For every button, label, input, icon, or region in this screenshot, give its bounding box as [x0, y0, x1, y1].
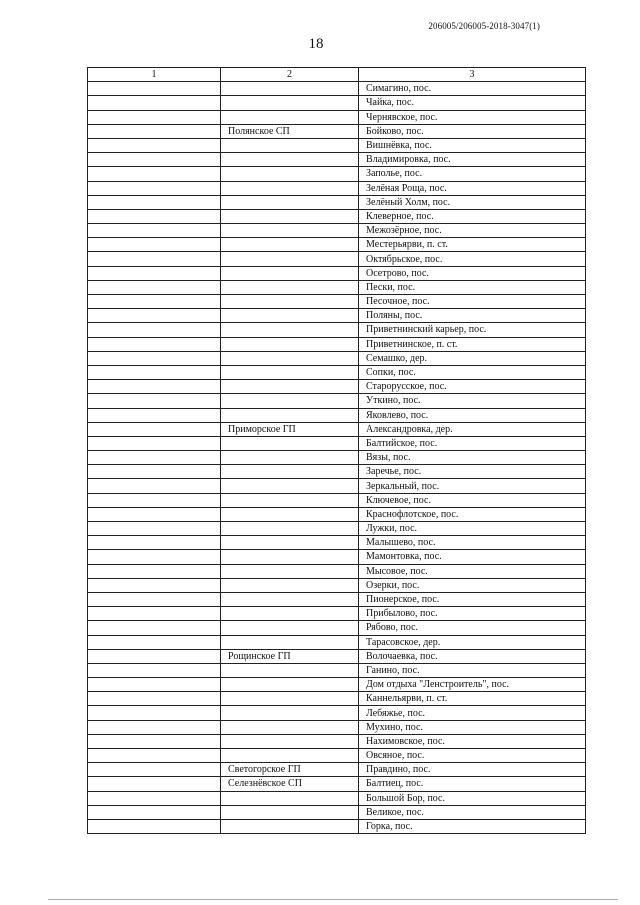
- municipality-cell: [221, 607, 359, 621]
- row-number-cell: [88, 380, 221, 394]
- table-row: [88, 621, 586, 635]
- municipality-cell: [221, 522, 359, 536]
- table-row: [88, 805, 586, 819]
- table-row: [88, 408, 586, 422]
- settlement-cell: Озерки, пос.: [359, 578, 586, 592]
- row-number-cell: [88, 507, 221, 521]
- row-number-cell: [88, 465, 221, 479]
- settlement-cell: Мысовое, пос.: [359, 564, 586, 578]
- row-number-cell: [88, 564, 221, 578]
- settlement-cell: Вишнёвка, пос.: [359, 138, 586, 152]
- municipality-cell: [221, 479, 359, 493]
- table-row: [88, 663, 586, 677]
- settlement-cell: Местерьярви, п. ст.: [359, 238, 586, 252]
- municipality-cell: [221, 621, 359, 635]
- row-number-cell: [88, 138, 221, 152]
- municipality-cell: [221, 167, 359, 181]
- municipality-cell: [221, 266, 359, 280]
- municipality-cell: [221, 720, 359, 734]
- row-number-cell: [88, 819, 221, 833]
- table-row: [88, 380, 586, 394]
- municipality-cell: [221, 749, 359, 763]
- column-header: 1: [88, 68, 221, 82]
- settlement-cell: Чайка, пос.: [359, 96, 586, 110]
- municipality-cell: [221, 309, 359, 323]
- table-row: [88, 181, 586, 195]
- table-row: [88, 124, 586, 138]
- row-number-cell: [88, 678, 221, 692]
- row-number-cell: [88, 436, 221, 450]
- municipality-cell: [221, 138, 359, 152]
- table-row: [88, 394, 586, 408]
- municipality-cell: [221, 110, 359, 124]
- settlement-cell: Краснофлотское, пос.: [359, 507, 586, 521]
- row-number-cell: [88, 124, 221, 138]
- settlement-cell: Великое, пос.: [359, 805, 586, 819]
- table-row: [88, 365, 586, 379]
- table-row: [88, 791, 586, 805]
- municipality-cell: [221, 578, 359, 592]
- settlement-cell: Межозёрное, пос.: [359, 224, 586, 238]
- municipality-cell: [221, 408, 359, 422]
- row-number-cell: [88, 493, 221, 507]
- settlement-cell: Большой Бор, пос.: [359, 791, 586, 805]
- table-row: [88, 479, 586, 493]
- table-row: [88, 720, 586, 734]
- row-number-cell: [88, 706, 221, 720]
- table-row: [88, 337, 586, 351]
- table-row: [88, 649, 586, 663]
- row-number-cell: [88, 791, 221, 805]
- table-row: [88, 110, 586, 124]
- settlement-cell: Мухино, пос.: [359, 720, 586, 734]
- settlement-cell: Мамонтовка, пос.: [359, 550, 586, 564]
- settlement-cell: Осетрово, пос.: [359, 266, 586, 280]
- table-row: [88, 167, 586, 181]
- settlement-cell: Тарасовское, дер.: [359, 635, 586, 649]
- row-number-cell: [88, 692, 221, 706]
- row-number-cell: [88, 578, 221, 592]
- row-number-cell: [88, 110, 221, 124]
- page-bottom-rule: [48, 899, 618, 900]
- row-number-cell: [88, 224, 221, 238]
- settlement-cell: Владимировка, пос.: [359, 153, 586, 167]
- row-number-cell: [88, 763, 221, 777]
- municipality-cell: [221, 82, 359, 96]
- settlement-cell: Прибылово, пос.: [359, 607, 586, 621]
- row-number-cell: [88, 153, 221, 167]
- settlement-cell: Клеверное, пос.: [359, 209, 586, 223]
- municipality-cell: [221, 238, 359, 252]
- table-body: [88, 82, 586, 834]
- settlement-cell: Зелёный Холм, пос.: [359, 195, 586, 209]
- document-id: 206005/206005-2018-3047(1): [428, 21, 540, 31]
- table-row: [88, 436, 586, 450]
- row-number-cell: [88, 394, 221, 408]
- table-row: [88, 749, 586, 763]
- row-number-cell: [88, 266, 221, 280]
- municipality-cell: [221, 181, 359, 195]
- row-number-cell: [88, 749, 221, 763]
- municipality-cell: [221, 323, 359, 337]
- row-number-cell: [88, 167, 221, 181]
- settlement-cell: Чернявское, пос.: [359, 110, 586, 124]
- table-row: [88, 82, 586, 96]
- row-number-cell: [88, 536, 221, 550]
- settlement-cell: Каннельярви, п. ст.: [359, 692, 586, 706]
- table-row: [88, 592, 586, 606]
- table-row: [88, 195, 586, 209]
- settlement-cell: Ключевое, пос.: [359, 493, 586, 507]
- municipality-cell: [221, 252, 359, 266]
- municipality-cell: [221, 692, 359, 706]
- table-row: [88, 578, 586, 592]
- settlement-cell: Заполье, пос.: [359, 167, 586, 181]
- municipality-cell: [221, 195, 359, 209]
- row-number-cell: [88, 96, 221, 110]
- settlement-cell: Лебяжье, пос.: [359, 706, 586, 720]
- settlement-cell: Приветнинский карьер, пос.: [359, 323, 586, 337]
- row-number-cell: [88, 479, 221, 493]
- table-row: [88, 607, 586, 621]
- row-number-cell: [88, 351, 221, 365]
- settlement-cell: Рябово, пос.: [359, 621, 586, 635]
- table-row: [88, 422, 586, 436]
- row-number-cell: [88, 323, 221, 337]
- municipality-cell: [221, 663, 359, 677]
- settlement-cell: Нахимовское, пос.: [359, 734, 586, 748]
- row-number-cell: [88, 777, 221, 791]
- row-number-cell: [88, 522, 221, 536]
- settlement-cell: Александровка, дер.: [359, 422, 586, 436]
- municipality-cell: [221, 365, 359, 379]
- municipality-cell: [221, 564, 359, 578]
- municipality-cell: [221, 493, 359, 507]
- table-row: [88, 280, 586, 294]
- row-number-cell: [88, 181, 221, 195]
- row-number-cell: [88, 280, 221, 294]
- municipality-cell: [221, 819, 359, 833]
- table-row: [88, 564, 586, 578]
- row-number-cell: [88, 209, 221, 223]
- municipality-cell: [221, 209, 359, 223]
- settlement-cell: Вязы, пос.: [359, 451, 586, 465]
- settlement-cell: Дом отдыха "Ленстроитель", пос.: [359, 678, 586, 692]
- column-header: 2: [221, 68, 359, 82]
- settlement-cell: Поляны, пос.: [359, 309, 586, 323]
- municipality-cell: Светогорское ГП: [221, 763, 359, 777]
- row-number-cell: [88, 720, 221, 734]
- settlement-cell: Уткино, пос.: [359, 394, 586, 408]
- table-header-row: [88, 68, 586, 82]
- settlement-cell: Песочное, пос.: [359, 295, 586, 309]
- table-row: [88, 323, 586, 337]
- row-number-cell: [88, 309, 221, 323]
- table-row: [88, 351, 586, 365]
- municipality-cell: [221, 96, 359, 110]
- settlement-cell: Волочаевка, пос.: [359, 649, 586, 663]
- row-number-cell: [88, 635, 221, 649]
- municipality-cell: [221, 507, 359, 521]
- settlement-cell: Семашко, дер.: [359, 351, 586, 365]
- settlement-cell: Малышево, пос.: [359, 536, 586, 550]
- table-row: [88, 536, 586, 550]
- row-number-cell: [88, 550, 221, 564]
- table-row: [88, 309, 586, 323]
- table-row: [88, 295, 586, 309]
- municipality-cell: [221, 734, 359, 748]
- row-number-cell: [88, 422, 221, 436]
- table-row: [88, 493, 586, 507]
- settlements-table: [87, 67, 586, 834]
- settlement-cell: Правдино, пос.: [359, 763, 586, 777]
- municipality-cell: Полянское СП: [221, 124, 359, 138]
- settlement-cell: Пионерское, пос.: [359, 592, 586, 606]
- row-number-cell: [88, 365, 221, 379]
- settlement-cell: Бойково, пос.: [359, 124, 586, 138]
- table-row: [88, 734, 586, 748]
- settlement-cell: Старорусское, пос.: [359, 380, 586, 394]
- table-row: [88, 465, 586, 479]
- municipality-cell: [221, 465, 359, 479]
- settlement-cell: Овсяное, пос.: [359, 749, 586, 763]
- municipality-cell: [221, 706, 359, 720]
- settlement-cell: Яковлево, пос.: [359, 408, 586, 422]
- municipality-cell: [221, 592, 359, 606]
- table-row: [88, 777, 586, 791]
- row-number-cell: [88, 649, 221, 663]
- municipality-cell: [221, 394, 359, 408]
- row-number-cell: [88, 451, 221, 465]
- municipality-cell: [221, 451, 359, 465]
- table-row: [88, 138, 586, 152]
- table-row: [88, 522, 586, 536]
- municipality-cell: [221, 791, 359, 805]
- settlement-cell: Симагино, пос.: [359, 82, 586, 96]
- settlement-cell: Горка, пос.: [359, 819, 586, 833]
- municipality-cell: [221, 678, 359, 692]
- row-number-cell: [88, 252, 221, 266]
- settlement-cell: Лужки, пос.: [359, 522, 586, 536]
- settlement-cell: Октябрьское, пос.: [359, 252, 586, 266]
- municipality-cell: [221, 635, 359, 649]
- settlement-cell: Балтиец, пос.: [359, 777, 586, 791]
- row-number-cell: [88, 607, 221, 621]
- table-row: [88, 238, 586, 252]
- municipality-cell: [221, 295, 359, 309]
- municipality-cell: [221, 280, 359, 294]
- row-number-cell: [88, 663, 221, 677]
- row-number-cell: [88, 734, 221, 748]
- settlement-cell: Балтийское, пос.: [359, 436, 586, 450]
- municipality-cell: [221, 337, 359, 351]
- table-row: [88, 635, 586, 649]
- table-row: [88, 209, 586, 223]
- row-number-cell: [88, 408, 221, 422]
- table-row: [88, 451, 586, 465]
- municipality-cell: [221, 380, 359, 394]
- row-number-cell: [88, 805, 221, 819]
- municipality-cell: [221, 805, 359, 819]
- settlement-cell: Сопки, пос.: [359, 365, 586, 379]
- municipality-cell: [221, 536, 359, 550]
- settlement-cell: Пески, пос.: [359, 280, 586, 294]
- column-header: 3: [359, 68, 586, 82]
- table-row: [88, 252, 586, 266]
- municipality-cell: [221, 436, 359, 450]
- row-number-cell: [88, 295, 221, 309]
- table-row: [88, 550, 586, 564]
- table-row: [88, 706, 586, 720]
- table-row: [88, 266, 586, 280]
- row-number-cell: [88, 195, 221, 209]
- row-number-cell: [88, 238, 221, 252]
- municipality-cell: Приморское ГП: [221, 422, 359, 436]
- table-row: [88, 153, 586, 167]
- settlement-cell: Заречье, пос.: [359, 465, 586, 479]
- municipality-cell: [221, 153, 359, 167]
- table-row: [88, 224, 586, 238]
- municipality-cell: [221, 550, 359, 564]
- municipality-cell: Селезнёвское СП: [221, 777, 359, 791]
- row-number-cell: [88, 592, 221, 606]
- municipality-cell: Рощинское ГП: [221, 649, 359, 663]
- table-row: [88, 507, 586, 521]
- settlement-cell: Зелёная Роща, пос.: [359, 181, 586, 195]
- settlement-cell: Ганино, пос.: [359, 663, 586, 677]
- municipality-cell: [221, 351, 359, 365]
- row-number-cell: [88, 337, 221, 351]
- settlement-cell: Приветнинское, п. ст.: [359, 337, 586, 351]
- table-row: [88, 763, 586, 777]
- table-row: [88, 96, 586, 110]
- row-number-cell: [88, 82, 221, 96]
- table-row: [88, 678, 586, 692]
- page-number: 18: [308, 36, 324, 52]
- row-number-cell: [88, 621, 221, 635]
- table-row: [88, 819, 586, 833]
- table-row: [88, 692, 586, 706]
- municipality-cell: [221, 224, 359, 238]
- settlement-cell: Зеркальный, пос.: [359, 479, 586, 493]
